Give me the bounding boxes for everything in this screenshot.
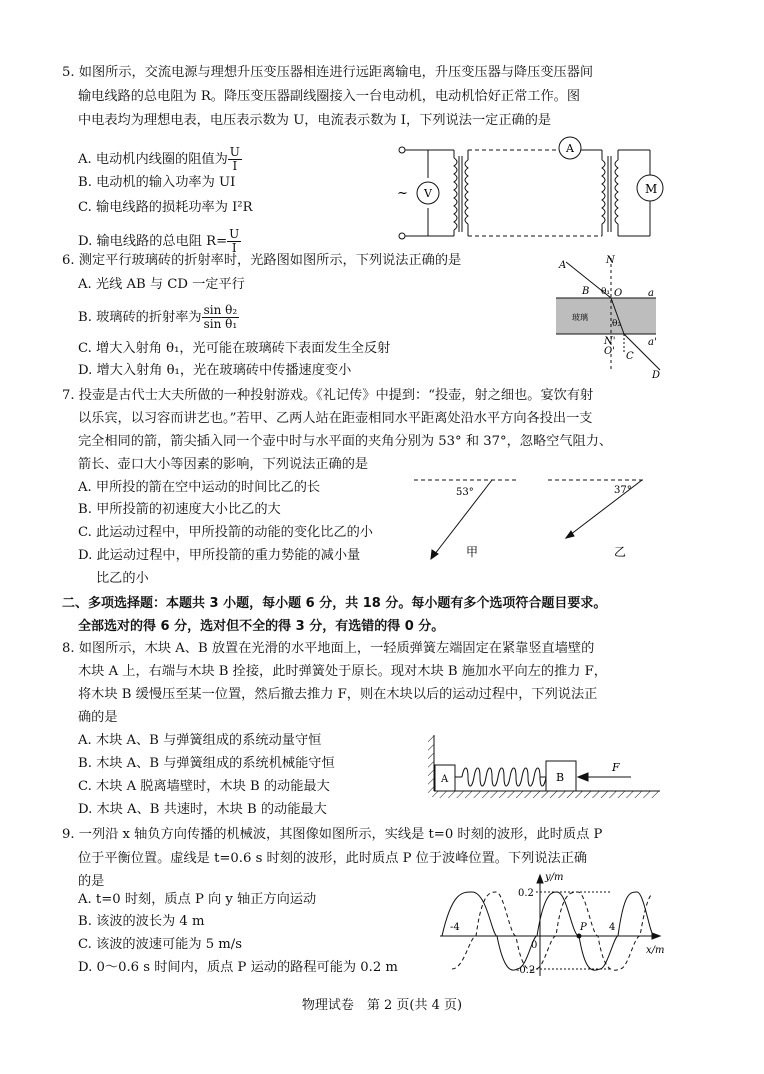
point-p-label: P [580,922,587,933]
person-jia-label: 甲 [466,545,479,559]
q5-stem-line1: 5. 如图所示，交流电源与理想升压变压器相连进行远距离输电，升压变压器与降压变压器间 [62,65,594,80]
q7-option-b: B. 甲所投箭的初速度大小比乙的大 [78,502,281,517]
q5-option-d: D. 输电线路的总电阻 R= $\frac{U}{I}$ [78,227,240,255]
q7-stem-line3: 完全相同的箭，箭尖插入同一个壶中时与水平面的夹角分别为 53° 和 37°，忽略空气阻力、 [78,434,613,449]
q6-option-b: B. 玻璃砖的折射率为 $\frac{\text{sin θ₂}}{\text{sin θ₁}}$ [78,303,238,331]
q8-stem-line1: 8. 如图所示，木块 A、B 放置在光滑的水平地面上，一轻质弹簧左端固定在紧靠竖直墙壁的 [62,641,595,656]
q7-option-d-cont: 比乙的小 [96,571,149,586]
q7-stem-line4: 箭长、壶口大小等因素的影响，下列说法正确的是 [78,457,369,472]
q8-stem-line3: 将木块 B 缓慢压至某一位置，然后撤去推力 F，则在木块以后的运动过程中，下列说法正 [78,687,598,702]
wave-dashed-t06 [452,892,652,970]
q8-spring-diagram [428,733,668,805]
q7-stem-line2: 以乐宾，以习容而讲艺也。”若甲、乙两人站在距壶相同水平距离处沿水平方向各投出一支 [78,411,593,426]
q7-option-c: C. 此运动过程中，甲所投箭的动能的变化比乙的小 [78,525,373,540]
glass-label: 玻璃 [572,313,588,322]
q6-option-c: C. 增大入射角 θ₁，光可能在玻璃砖下表面发生全反射 [78,341,391,356]
block-a-label: A [441,774,449,785]
q7-arrow-diagram [414,474,674,564]
q9-option-d: D. 0～0.6 s 时间内，质点 P 运动的路程可能为 0.2 m [78,960,398,975]
q9-stem-line1: 9. 一列沿 x 轴负方向传播的机械波，其图像如图所示，实线是 t=0 时刻的波形，此时质点 P [62,827,603,842]
section2-heading: 二、多项选择题：本题共 3 小题，每小题 6 分，共 18 分。每小题有多个选项符合题目要求。 [62,596,607,611]
point-o-prime-label: O' [604,346,615,357]
q5-circuit-diagram [392,138,692,248]
fraction: $\frac{U}{I}$ [229,145,240,173]
q9-stem-line3: 的是 [78,874,105,889]
point-c-label: C [626,351,634,362]
q7-stem-line1: 7. 投壶是古代士大夫所做的一种投射游戏。《礼记传》中提到：“投壶，射之细也。宴饮有射 [62,388,594,403]
ammeter-label: A [566,142,574,155]
normal-n-prime-label: N' [604,336,616,347]
q5-option-b: B. 电动机的输入功率为 UI [78,175,236,190]
q9-option-c: C. 该波的波速可能为 5 m/s [78,937,242,952]
q8-option-d: D. 木块 A、B 共速时，木块 B 的动能最大 [78,802,327,817]
x-tick-neg4: -4 [450,922,460,933]
q6-option-a: A. 光线 AB 与 CD 一定平行 [78,277,245,292]
voltmeter-label: V [424,187,432,200]
q5-stem-line2: 输电线路的总电阻为 R。降压变压器副线圈接入一台电动机，电动机恰好正常工作。图 [78,89,581,104]
surface-a-label: a [648,288,654,299]
block-b-label: B [556,771,565,784]
x-tick-4: 4 [609,922,616,933]
q6-stem: 6. 测定平行玻璃砖的折射率时，光路图如图所示，下列说法正确的是 [62,253,462,268]
wave-solid-t0 [442,892,654,970]
point-d-label: D [652,370,661,381]
y-tick-bottom: -0.2 [516,965,536,976]
q5-option-a: A. 电动机内线圈的阻值为 $\frac{U}{I}$ [78,145,240,173]
point-a-label: A [559,260,567,271]
y-axis-label: y/m [545,872,564,883]
theta1-label: θ₁ [601,287,611,297]
ac-source-symbol: ~ [397,186,408,201]
point-o-label: O [614,288,623,299]
point-b-label: B [582,286,590,297]
force-f-label: F [612,761,620,774]
q6-option-d: D. 增大入射角 θ₁，光在玻璃砖中传播速度变小 [78,363,352,378]
q8-option-a: A. 木块 A、B 与弹簧组成的系统动量守恒 [78,733,322,748]
fraction: $\frac{U}{I}$ [229,227,240,255]
q7-option-a: A. 甲所投的箭在空中运动的时间比乙的长 [78,480,321,495]
surface-a-prime-label: a' [648,337,657,348]
page-footer: 物理试卷 第 2 页(共 4 页) [301,998,463,1013]
motor-label: M [645,182,658,196]
q6-refraction-diagram [554,254,674,379]
q9-option-a: A. t=0 时刻，质点 P 向 y 轴正方向运动 [78,892,317,907]
section2-instructions: 全部选对的得 6 分，选对但不全的得 3 分，有选错的得 0 分。 [78,619,445,634]
q8-stem-line4: 确的是 [78,710,118,725]
normal-n-label: N [606,255,615,266]
q9-stem-line2: 位于平衡位置。虚线是 t=0.6 s 时刻的波形，此时质点 P 位于波峰位置。下列说法正确 [78,851,588,866]
q9-wave-graph [432,872,665,982]
y-tick-top: 0.2 [518,888,534,899]
fraction: $\frac{\text{sin θ₂}}{\text{sin θ₁}}$ [203,303,238,331]
q9-option-b: B. 该波的波长为 4 m [78,914,205,929]
x-axis-label: x/m [646,945,665,956]
q5-option-c: C. 输电线路的损耗功率为 I²R [78,200,253,215]
q8-option-c: C. 木块 A 脱离墙壁时，木块 B 的动能最大 [78,779,330,794]
q7-option-d: D. 此运动过程中，甲所投箭的重力势能的减小量 [78,548,361,563]
angle-53-label: 53° [456,487,474,498]
origin-label: 0 [531,940,538,951]
q8-option-b: B. 木块 A、B 与弹簧组成的系统机械能守恒 [78,756,335,771]
q8-stem-line2: 木块 A 上，右端与木块 B 拴接，此时弹簧处于原长。现对木块 B 施加水平向左的推力 F， [78,664,607,679]
person-yi-label: 乙 [614,545,627,559]
q5-stem-line3: 中电表均为理想电表，电压表示数为 U，电流表示数为 I，下列说法一定正确的是 [78,113,552,128]
theta2-label: θ₂ [612,319,622,329]
angle-37-label: 37° [614,485,632,496]
